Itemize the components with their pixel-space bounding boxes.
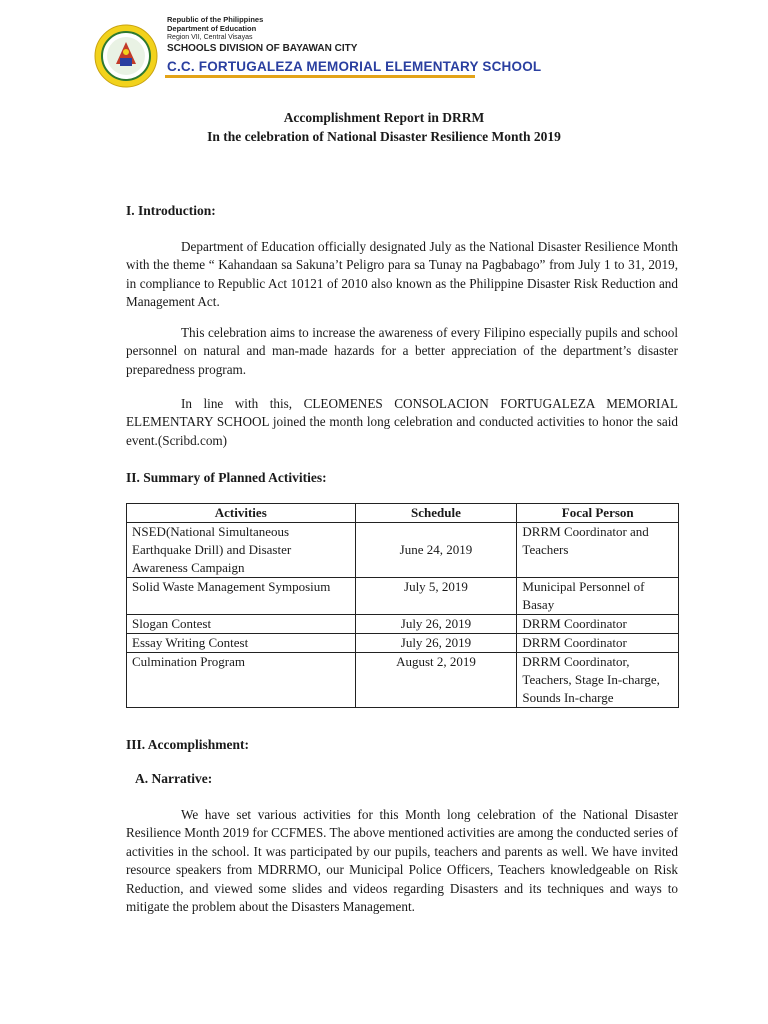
summary-heading: II. Summary of Planned Activities: (126, 470, 327, 485)
table-row (127, 634, 679, 653)
activity-cell: Culmination Program (127, 653, 356, 708)
letterhead-republic: Republic of the Philippines (167, 15, 264, 24)
introduction-heading: I. Introduction: (126, 203, 216, 218)
table-row (127, 578, 679, 615)
activity-cell: Solid Waste Management Symposium (127, 578, 356, 615)
accomplishment-heading: III. Accomplishment: (126, 737, 250, 752)
table-row (127, 653, 679, 708)
focal-person-cell: DRRM Coordinator (517, 615, 679, 634)
schedule-cell: July 26, 2019 (355, 634, 517, 653)
introduction-paragraph-2: This celebration aims to increase the awareness of every Filipino especially pupils and school personnel on natural and man-made hazards for a better appreciation of the department’s disaster preparedness program. (126, 325, 678, 377)
table-header-row (127, 504, 679, 523)
letterhead-division: SCHOOLS DIVISION OF BAYAWAN CITY (167, 43, 358, 54)
letterhead-school-name: C.C. FORTUGALEZA MEMORIAL ELEMENTARY SCHOOL (167, 59, 542, 74)
letterhead-rule (165, 75, 475, 78)
narrative-subheading: A. Narrative: (135, 771, 213, 786)
report-title: Accomplishment Report in DRRM (283, 110, 485, 125)
column-header-focal-person: Focal Person (517, 504, 679, 523)
schedule-cell: June 24, 2019 (355, 523, 517, 578)
table-row (127, 523, 679, 578)
activities-table (126, 503, 679, 708)
column-header-schedule: Schedule (355, 504, 517, 523)
letterhead-region: Region VII, Central Visayas (167, 34, 253, 41)
letterhead-department: Department of Education (167, 24, 257, 33)
schedule-cell: July 26, 2019 (355, 615, 517, 634)
introduction-paragraph-1: Department of Education officially designated July as the National Disaster Resilience Month with the theme “ Kahandaan sa Sakuna’t Peligro para sa Tunay na Pagbabago” from July 1 to 31, 2019, in compliance to Republic Act 10121 of 2010 also known as the Philippine Disaster Risk Reduction and Management Act. (126, 239, 678, 310)
narrative-paragraph: We have set various activities for this Month long celebration of the National Disaster Resilience Month 2019 for CCFMES. The above mentioned activities are among the conducted series of activities in the school. It was participated by our pupils, teachers and parents as well. We have invited resource speakers from MDRRMO, our Municipal Police Officers, Teachers knowledgeable on Risk Reduction, and viewed some slides and videos regarding Disasters and its techniques and ways to mitigate the problem about the Disasters Management. (126, 807, 678, 915)
activity-cell: Slogan Contest (127, 615, 356, 634)
focal-person-cell: Municipal Personnel of Basay (517, 578, 679, 615)
column-header-activities: Activities (127, 504, 356, 523)
introduction-paragraph-3: In line with this, CLEOMENES CONSOLACION FORTUGALEZA MEMORIAL ELEMENTARY SCHOOL joined the month long celebration and conducted activities to honor the said event.(Scribd.com) (126, 396, 678, 448)
activity-cell: Essay Writing Contest (127, 634, 356, 653)
school-seal-logo (94, 24, 158, 88)
table-row (127, 615, 679, 634)
schedule-cell: July 5, 2019 (355, 578, 517, 615)
schedule-cell: August 2, 2019 (355, 653, 517, 708)
focal-person-cell: DRRM Coordinator (517, 634, 679, 653)
focal-person-cell: DRRM Coordinator and Teachers (517, 523, 679, 578)
activity-cell: NSED(National Simultaneous Earthquake Drill) and Disaster Awareness Campaign (127, 523, 356, 578)
report-subtitle: In the celebration of National Disaster Resilience Month 2019 (207, 129, 561, 144)
focal-person-cell: DRRM Coordinator, Teachers, Stage In-charge, Sounds In-charge (517, 653, 679, 708)
